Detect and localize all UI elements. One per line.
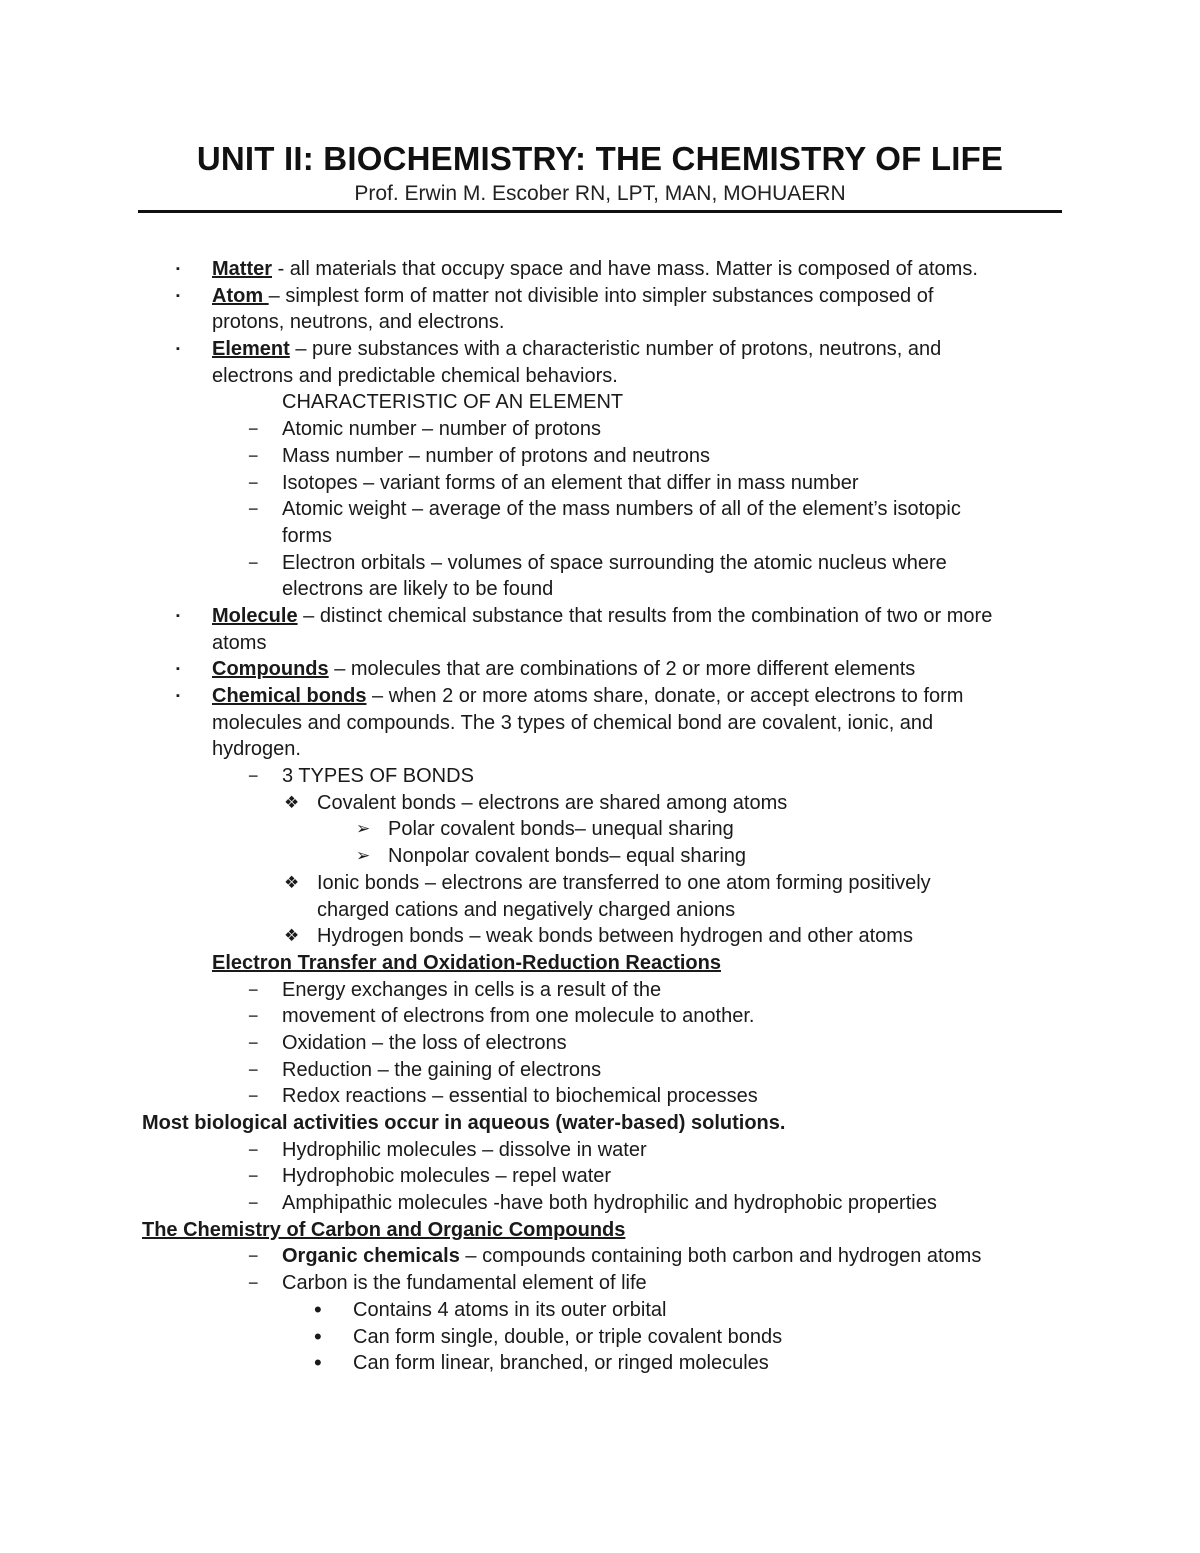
- list-item: [0, 763, 1200, 790]
- diamond-bullet-icon: ❖: [284, 872, 300, 892]
- dash-bullet-icon: −: [248, 979, 259, 1000]
- list-item: [0, 1083, 1200, 1110]
- dash-bullet-icon: −: [248, 419, 259, 440]
- dash-bullet-icon: −: [248, 1086, 259, 1107]
- dash-bullet-icon: −: [248, 766, 259, 787]
- term-molecule: Molecule: [212, 604, 298, 627]
- definition-text: atoms: [212, 631, 267, 654]
- term-organic-chemicals: Organic chemicals: [282, 1245, 460, 1268]
- list-item: [0, 870, 1200, 897]
- definition-text: - all materials that occupy space and have mass. Matter is composed of atoms.: [272, 258, 978, 280]
- list-item-text: electrons are likely to be found: [282, 578, 554, 601]
- definition-text: – pure substances with a characteristic number of protons, neutrons, and: [289, 338, 942, 361]
- title-divider: [138, 210, 1062, 213]
- page-title: UNIT II: BIOCHEMISTRY: THE CHEMISTRY OF LIFE: [196, 140, 1004, 177]
- term-matter: Matter: [212, 258, 273, 280]
- bold-statement-text: Most biological activities occur in aqueous (water-based) solutions.: [142, 1112, 786, 1134]
- list-item-text: Amphipathic molecules -have both hydrophilic and hydrophobic properties: [282, 1192, 937, 1215]
- diamond-bullet-icon: ❖: [284, 926, 300, 946]
- list-item-text: Can form single, double, or triple covalent bonds: [353, 1325, 783, 1348]
- list-item-text: Carbon is the fundamental element of life: [282, 1272, 647, 1295]
- dash-bullet-icon: −: [248, 1246, 259, 1267]
- dash-bullet-icon: −: [248, 1006, 259, 1027]
- term-element: Element: [212, 338, 290, 361]
- term-atom: Atom: [212, 284, 269, 307]
- continuation-line: [0, 576, 1200, 603]
- list-item: [0, 790, 1200, 817]
- list-item: [0, 1163, 1200, 1190]
- list-item: [0, 496, 1200, 523]
- notes-body: [0, 256, 1200, 1377]
- definition-text: hydrogen.: [212, 738, 301, 761]
- list-item: [0, 550, 1200, 577]
- arrow-bullet-icon: ➢: [356, 846, 371, 866]
- definition-text: electrons and predictable chemical behaviors.: [212, 364, 618, 387]
- dash-bullet-icon: −: [248, 1193, 259, 1214]
- list-item: [0, 1190, 1200, 1217]
- list-item: [0, 1137, 1200, 1164]
- list-item-text: Redox reactions – essential to biochemical processes: [282, 1085, 758, 1108]
- dot-bullet-icon: •: [314, 1350, 322, 1376]
- list-item-text: Ionic bonds – electrons are transferred to one atom forming positively: [317, 871, 931, 894]
- square-bullet-icon: ▪: [176, 663, 180, 676]
- section-heading-electron-transfer: [0, 950, 1200, 977]
- continuation-line: [0, 523, 1200, 550]
- list-item-text: Can form linear, branched, or ringed molecules: [353, 1352, 769, 1375]
- section-heading-text: The Chemistry of Carbon and Organic Compounds: [142, 1218, 626, 1241]
- list-item: [0, 1057, 1200, 1084]
- list-item-text: Electron orbitals – volumes of space surrounding the atomic nucleus where: [282, 551, 947, 574]
- list-item: [0, 1270, 1200, 1297]
- list-item-text: Reduction – the gaining of electrons: [282, 1058, 602, 1081]
- list-item: [0, 816, 1200, 843]
- list-item: [0, 1003, 1200, 1030]
- list-item: [0, 470, 1200, 497]
- list-item: [0, 843, 1200, 870]
- definition-text: – molecules that are combinations of 2 or more different elements: [328, 658, 916, 681]
- continuation-line: [0, 736, 1200, 763]
- dot-bullet-icon: •: [314, 1323, 322, 1349]
- list-item-text: Atomic weight – average of the mass numbers of all of the element’s isotopic: [282, 498, 961, 521]
- term-chemical-bonds: Chemical bonds: [212, 685, 367, 707]
- list-item-compounds: [0, 656, 1200, 683]
- list-item-text: Nonpolar covalent bonds– equal sharing: [388, 845, 747, 868]
- definition-text: – when 2 or more atoms share, donate, or accept electrons to form: [366, 685, 964, 707]
- dash-bullet-icon: −: [248, 1166, 259, 1187]
- list-item: [0, 416, 1200, 443]
- section-heading-text: Electron Transfer and Oxidation-Reduction Reactions: [212, 951, 721, 974]
- list-item-text: forms: [282, 524, 332, 547]
- list-item-text: Hydrophilic molecules – dissolve in water: [282, 1138, 647, 1161]
- list-item-element: [0, 336, 1200, 363]
- list-item-text: charged cations and negatively charged anions: [317, 898, 736, 921]
- list-item: [0, 1297, 1200, 1324]
- list-item: [0, 1243, 1200, 1270]
- continuation-line: [0, 363, 1200, 390]
- dash-bullet-icon: −: [248, 1032, 259, 1053]
- definition-text: molecules and compounds. The 3 types of chemical bond are covalent, ionic, and: [212, 711, 934, 734]
- list-item-text: Hydrophobic molecules – repel water: [282, 1165, 612, 1188]
- definition-text: – compounds containing both carbon and hydrogen atoms: [459, 1245, 982, 1268]
- bold-statement: [0, 1110, 1200, 1137]
- definition-text: – distinct chemical substance that results from the combination of two or more: [297, 604, 993, 627]
- dash-bullet-icon: −: [248, 499, 259, 520]
- list-item-text: Hydrogen bonds – weak bonds between hydrogen and other atoms: [317, 925, 913, 948]
- dash-bullet-icon: −: [248, 1273, 259, 1294]
- list-item-molecule: [0, 603, 1200, 630]
- list-item-text: movement of electrons from one molecule to another.: [282, 1005, 755, 1028]
- dash-bullet-icon: −: [248, 445, 259, 466]
- list-item-atom: [0, 283, 1200, 310]
- list-item-text: Isotopes – variant forms of an element that differ in mass number: [282, 471, 859, 494]
- square-bullet-icon: ▪: [176, 289, 180, 302]
- square-bullet-icon: ▪: [176, 690, 180, 702]
- subheading-characteristics: [0, 389, 1200, 416]
- list-item-text: Polar covalent bonds– unequal sharing: [388, 818, 734, 841]
- dash-bullet-icon: −: [248, 1059, 259, 1080]
- square-bullet-icon: ▪: [176, 343, 180, 356]
- definition-text: – simplest form of matter not divisible into simpler substances composed of: [268, 284, 934, 307]
- list-item: [0, 1350, 1200, 1377]
- diamond-bullet-icon: ❖: [284, 792, 300, 812]
- list-item-text: Mass number – number of protons and neutrons: [282, 444, 711, 467]
- list-item-text: Atomic number – number of protons: [282, 418, 602, 441]
- list-item: [0, 1030, 1200, 1057]
- subheading-text: CHARACTERISTIC OF AN ELEMENT: [282, 391, 624, 414]
- list-item-text: Contains 4 atoms in its outer orbital: [353, 1298, 667, 1321]
- definition-text: protons, neutrons, and electrons.: [212, 311, 505, 334]
- square-bullet-icon: ▪: [176, 609, 180, 622]
- list-item-text: 3 TYPES OF BONDS: [282, 765, 474, 788]
- dash-bullet-icon: −: [248, 472, 259, 493]
- list-item: [0, 1324, 1200, 1351]
- list-item-text: Energy exchanges in cells is a result of the: [282, 978, 662, 1001]
- continuation-line: [0, 897, 1200, 924]
- continuation-line: [0, 309, 1200, 336]
- continuation-line: [0, 630, 1200, 657]
- square-bullet-icon: ▪: [176, 263, 180, 275]
- dash-bullet-icon: −: [248, 552, 259, 573]
- author-line: Prof. Erwin M. Escober RN, LPT, MAN, MOHUAERN: [354, 182, 846, 205]
- list-item-matter: [0, 256, 1200, 283]
- continuation-line: [0, 710, 1200, 737]
- term-compounds: Compounds: [212, 658, 329, 681]
- list-item: [0, 977, 1200, 1004]
- dash-bullet-icon: −: [248, 1139, 259, 1160]
- dot-bullet-icon: •: [314, 1296, 322, 1322]
- arrow-bullet-icon: ➢: [356, 819, 371, 839]
- list-item-text: Oxidation – the loss of electrons: [282, 1031, 567, 1054]
- section-heading-carbon: [0, 1217, 1200, 1244]
- list-item-chemical-bonds: [0, 683, 1200, 710]
- list-item-text: Covalent bonds – electrons are shared among atoms: [317, 791, 788, 814]
- list-item: [0, 443, 1200, 470]
- list-item: [0, 923, 1200, 950]
